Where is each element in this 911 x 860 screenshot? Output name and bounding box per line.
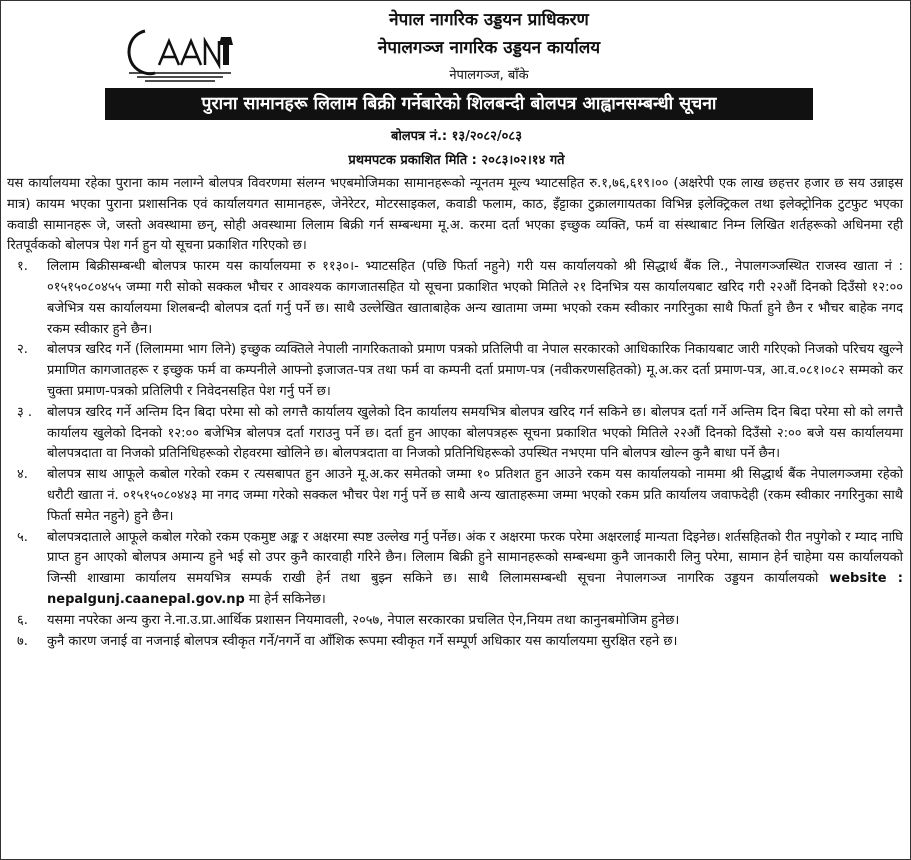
item-number: ४. <box>17 467 28 483</box>
item-text: बोलपत्र खरिद गर्ने (लिलाममा भाग लिने) इच्छुक व्यक्तिले नेपाली नागरिकताको प्रमाण पत्रको प्रतिलिपी वा नेपाल सरकारको आधिकारिक निकायबाट जारी गरिएको निजको परिचय खुल्ने प्रमाणित कागजातहरू र इच्छुक फर्म वा कम्पनीले आफ्नो इजाजत-पत्र तथा फर्म वा कम्पनी दर्ता प्रमाण-पत्र (नवीकरणसहितको) मू.अ.कर दर्ता प्रमाण-पत्र, आ.व.०८१।०८२ सम्मको कर चुक्ता प्रमाण-पत्रको प्रतिलिपी र निवेदनसहित पेश गर्नु पर्ने छ। <box>47 342 903 399</box>
item-number: ७. <box>17 633 28 649</box>
item-text: कुनै कारण जनाई वा नजनाई बोलपत्र स्वीकृत गर्ने/नगर्ने वा आँशिक रूपमा स्वीकृत गर्ने सम्पूर्ण अधिकार यस कार्यालयमा सुरक्षित रहने छ। <box>47 633 678 649</box>
header <box>1 1 911 89</box>
notice-body <box>7 174 903 652</box>
item-text: बोलपत्र खरिद गर्ने अन्तिम दिन बिदा परेमा सो को लगत्तै कार्यालय खुलेको दिन कार्यालय समयभित्र बोलपत्र खरिद गर्न सकिने छ। बोलपत्र दर्ता गर्ने अन्तिम दिन बिदा परेमा सो को लगत्तै कार्यालय खुलेको दिनको १२:०० बजेभित्र बोलपत्र दर्ता गराउनु पर्ने छ। दर्ता हुन आएका बोलपत्रहरू सूचना प्रकाशित भएको मितिले २२औं दिनको दिउँसो २:०० बजे यस कार्यालयमा बोलपत्रदाता वा निजको प्रतिनिधिहरूको रोहवरमा खोलिने छ। बोलपत्रदाता वा निजको प्रतिनिधिहरूको उपस्थित नभएमा पनि बोलपत्र खोल्न कुनै बाधा पर्ने छैन। <box>47 404 903 462</box>
item-number: ६. <box>17 612 28 628</box>
tender-number: बोलपत्र नं.: १३/२०८२/०८३ <box>391 129 522 144</box>
item-number: ३ . <box>17 404 33 420</box>
item-text-container <box>47 528 903 611</box>
item-text: बोलपत्रदाताले आफूले कबोल गरेको रकम एकमुष्ट अङ्क र अक्षरमा स्पष्ट उल्लेख गर्नु पर्नेछ। अंक र अक्षरमा फरक परेमा अक्षरलाई मान्यता दिइनेछ। शर्तसहितको रीत नपुगेको र म्याद नाघि प्राप्त हुन आएको बोलपत्र अमान्य हुने भई सो उपर कुनै कारवाही गरिने छैन। लिलाम बिक्री हुने सामानहरूको सम्बन्धमा कुनै जानकारी लिनु परेमा, सामान हेर्न चाहेमा यस कार्यालयको जिन्सी शाखामा कार्यालय समयभित्र सम्पर्क राखी हेर्न तथा बुझ्न सकिने छ। साथै लिलामसम्बन्धी सूचना नेपालगञ्ज नागरिक उड्डयन कार्यालयको <box>47 529 903 587</box>
published-date: प्रथमपटक प्रकाशित मिति : २०८३।०२।१४ गते <box>348 153 565 168</box>
intro-paragraph: यस कार्यालयमा रहेका पुराना काम नलाग्ने बोलपत्र विवरणमा संलग्न भएबमोजिमका सामानहरूको न्यूनतम मूल्य भ्याटसहित रु.१,७६,६१९।०० (अक्षरेपी एक लाख छहत्तर हजार छ सय उन्नाइस मात्र) कायम भएका पुराना प्रशासनिक एवं कार्यालयगत सामानहरू, जेनेरेटर, मोटरसाइकल, कवाडी फलाम, काठ, इँट्टाका टुक्रालगायतका विभिन्न इलेक्ट्रिकल तथा इलेक्ट्रोनिक टुटफुट भएका कवाडी सामानहरू जे, जस्तो अवस्थामा छन्, सोही अवस्थामा लिलाम बिक्री गर्न सम्बन्धमा मू.अ. करमा दर्ता भएका इच्छुक व्यक्ति, फर्म वा संस्थाबाट निम्न लिखित शर्तहरूको अधिनमा रही रितपूर्वकको बोलपत्र पेश गर्न हुन यो सूचना प्रकाशित गरिएको छ। <box>7 176 903 254</box>
list-item <box>7 257 903 340</box>
list-item <box>7 632 903 653</box>
website-link[interactable]: website : nepalgunj.caanepal.gov.np <box>47 571 903 607</box>
item-text-after: मा हेर्न सकिनेछ। <box>244 591 326 607</box>
notice-title: पुराना सामानहरू लिलाम बिक्री गर्नेबारेको शिलबन्दी बोलपत्र आह्वानसम्बन्धी सूचना <box>105 88 813 120</box>
list-item <box>7 528 903 611</box>
list-item <box>7 465 903 527</box>
item-text: लिलाम बिक्रीसम्बन्धी बोलपत्र फारम यस कार्यालयमा रु ११३०।- भ्याटसहित (पछि फिर्ता नहुने) गरी यस कार्यालयको श्री सिद्धार्थ बैंक लि., नेपालगञ्जस्थित राजस्व खाता नं : ०१५१५०८०४५५ जम्मा गरी सोको सक्कल भौचर र आवश्यक कागजातसहित यो सूचना प्रकाशित भएको मितिले २१ दिनभित्र यस कार्यालयबाट खरिद गरी २२औं दिनको दिउँसो १२:०० बजेभित्र यस कार्यालयमा शिलबन्दी बोलपत्र दर्ता गर्नु पर्ने छ। साथै उल्लेखित खाताबाहेक अन्य खातामा जम्मा भएको रकम स्वीकार नगरिनुका साथै फिर्ता हुने छैन र भौचर बाहेक नगद रकम स्वीकार हुने छैन। <box>47 259 903 337</box>
office-location: नेपालगञ्ज, बाँके <box>449 68 529 83</box>
item-text: बोलपत्र साथ आफूले कबोल गरेको रकम र त्यसबापत हुन आउने मू.अ.कर समेतको जम्मा १० प्रतिशत हुन आउने रकम यस कार्यालयको नाममा श्री सिद्धार्थ बैंक नेपालगञ्जमा रहेको धरौटी खाता नं. ०१५१५०८०४४३ मा नगद जम्मा गरेको सक्कल भौचर पेश गर्नु पर्ने छ साथै अन्य खाताहरूमा जम्मा भएको रकम प्रति कार्यालय जवाफदेही (रकम स्वीकार नगरिनुका साथै फिर्ता समेत नहुने) हुने छैन। <box>47 467 903 524</box>
item-number: २. <box>17 342 28 358</box>
item-text: यसमा नपरेका अन्य कुरा ने.ना.उ.प्रा.आर्थिक प्रशासन नियमावली, २०५७, नेपाल सरकारका प्रचलित ऐन,नियम तथा कानुनबमोजिम हुनेछ। <box>47 612 680 628</box>
list-item <box>7 611 903 632</box>
office-name: नेपालगञ्ज नागरिक उड्डयन कार्यालय <box>377 38 601 58</box>
list-item <box>7 403 903 465</box>
org-name: नेपाल नागरिक उड्डयन प्राधिकरण <box>389 10 589 30</box>
list-item <box>7 340 903 402</box>
caan-logo-icon <box>119 23 239 83</box>
item-number: ५. <box>17 529 28 545</box>
item-number: १. <box>17 259 28 275</box>
